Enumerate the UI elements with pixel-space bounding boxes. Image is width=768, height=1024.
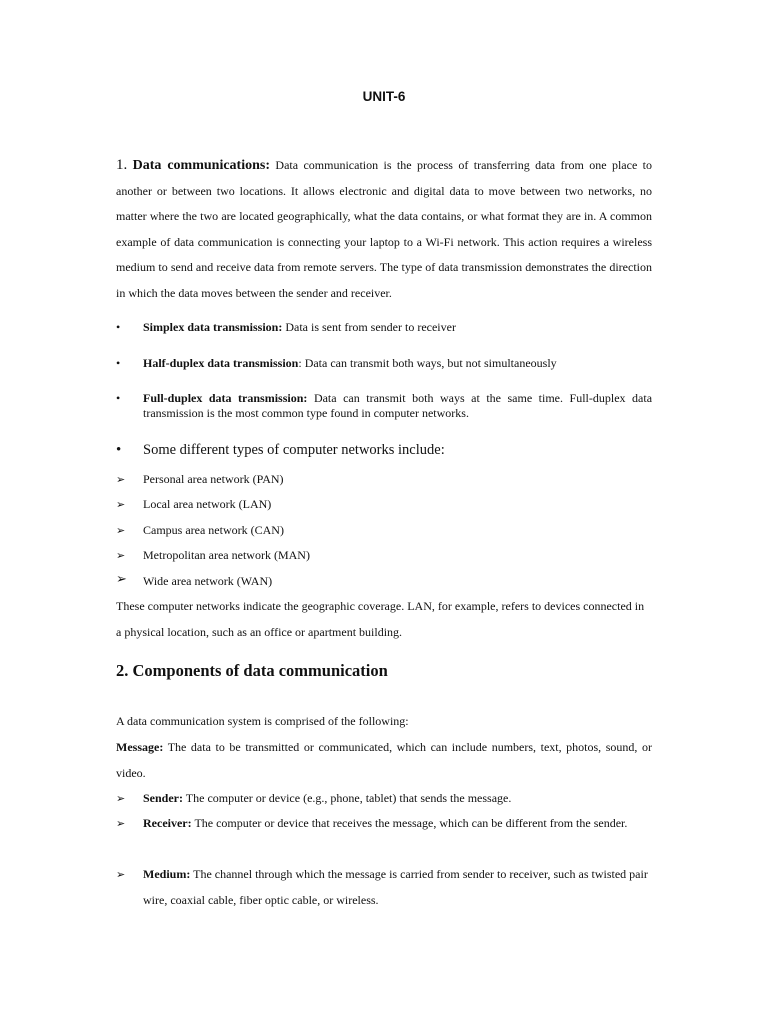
message-term: Message: — [116, 740, 164, 754]
arrow-bullet-icon: ➢ — [116, 524, 126, 537]
section1-heading: Data communications: — [132, 158, 270, 173]
network-item: ➢ Metropolitan area network (MAN) — [116, 548, 310, 562]
message-text: The data to be transmitted or communicated, which can include numbers, text, photos, sound, or video. — [116, 740, 652, 780]
bullet-full-duplex — [116, 391, 652, 421]
bullet-text: Data can transmit both ways at the same time. Full-duplex data transmission is the most common type found in computer networks. — [143, 391, 653, 420]
bullet-term: Full-duplex data transmission: — [143, 391, 308, 405]
section2-heading: 2. Components of data communication — [116, 661, 388, 680]
network-item: ➢ Local area network (LAN) — [116, 497, 272, 511]
bullet-text: : Data can transmit both ways, but not simultaneously — [298, 356, 557, 370]
bullet-term: Half-duplex data transmission — [143, 356, 299, 370]
bullet-term: Simplex data transmission: — [143, 320, 283, 334]
arrow-bullet-icon: ➢ — [116, 868, 126, 881]
network-types-intro: Some different types of computer networks include: — [143, 442, 445, 458]
arrow-bullet-icon: ➢ — [116, 572, 127, 587]
arrow-bullet-icon: ➢ — [116, 792, 126, 805]
network-paragraph: These computer networks indicate the geographic coverage. LAN, for example, refers to devices connected in a physical location, such as an office or apartment building. — [116, 599, 645, 639]
bullet-dot-icon: • — [116, 320, 121, 334]
section1-paragraph — [116, 153, 652, 307]
bullet-dot-icon: • — [116, 356, 121, 370]
arrow-bullet-icon: ➢ — [116, 817, 126, 830]
section2-intro: A data communication system is comprised of the following: — [116, 714, 409, 728]
component-receiver: ➢ Receiver: The computer or device that receives the message, which can be different from the sender. — [116, 811, 652, 837]
bullet-text: Data is sent from sender to receiver — [285, 320, 456, 334]
component-medium: ➢ Medium: The channel through which the message is carried from sender to receiver, such as twisted pair wire, coaxial cable, fiber optic cable, or wireless. — [116, 862, 652, 913]
bullet-dot-icon: • — [116, 391, 121, 405]
network-item: ➢ Personal area network (PAN) — [116, 472, 284, 486]
section1-body: Data communication is the process of transferring data from one place to another or between two locations. It allows electronic and digital data to move between two networks, no matter where the two are located geographically, what the data contains, or what format they are in. A common example of data communication is connecting your laptop to a Wi-Fi network. This action requires a wireless medium to send and receive data from remote servers. The type of data transmission demonstrates the direction in which the data moves between the sender and receiver. — [116, 158, 653, 300]
section1-number: 1. — [116, 157, 128, 173]
bullet-network-types-intro — [116, 443, 652, 458]
component-sender: ➢ Sender: The computer or device (e.g., phone, tablet) that sends the message. — [116, 786, 652, 812]
bullet-half-duplex — [116, 356, 652, 371]
unit-title: UNIT-6 — [362, 89, 406, 104]
network-item: ➢ Campus area network (CAN) — [116, 523, 284, 537]
arrow-bullet-icon: ➢ — [116, 549, 126, 562]
arrow-bullet-icon: ➢ — [116, 498, 126, 511]
bullet-dot-icon: • — [116, 442, 122, 458]
network-item: ➢ Wide area network (WAN) — [116, 572, 273, 588]
bullet-simplex — [116, 320, 652, 335]
arrow-bullet-icon: ➢ — [116, 473, 126, 486]
message-definition — [116, 735, 652, 786]
